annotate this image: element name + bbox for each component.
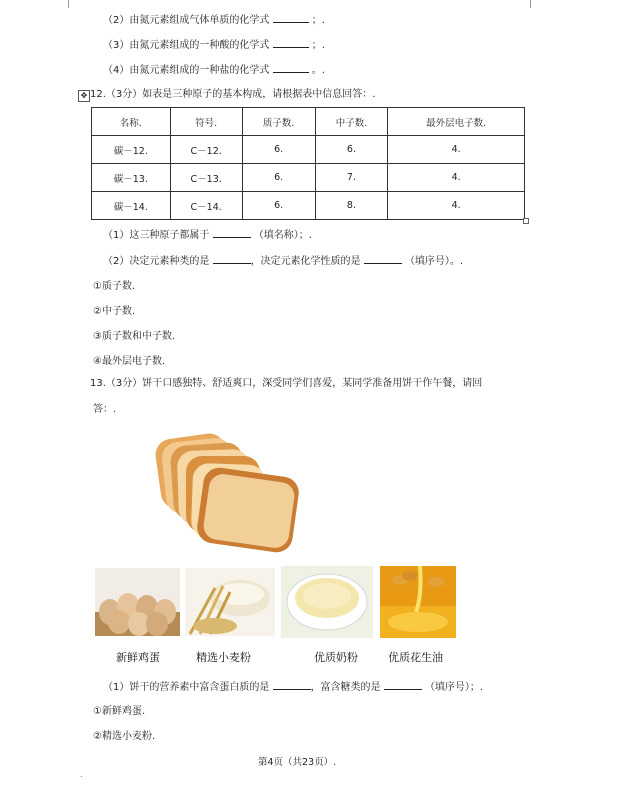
crop-mark-top-left [60, 0, 69, 8]
table-row [92, 136, 525, 164]
q12-option: ③质子数和中子数. [93, 331, 176, 342]
q12-sub2: （2）决定元素种类的是 ，决定元素化学性质的是 （填序号）。. [103, 256, 464, 267]
peanut-oil-image [380, 566, 456, 638]
q13-option: ②精选小麦粉. [93, 731, 156, 742]
question-13-header: 13.（3分）饼干口感独特、舒适爽口，深受同学们喜爱，某同学准备用饼干作午餐，请回 [90, 378, 483, 389]
table-cell: 4. [388, 192, 525, 220]
caption-eggs: 新鲜鸡蛋 [116, 651, 160, 664]
caption-milk-powder: 优质奶粉 [314, 651, 358, 664]
table-resize-handle-icon[interactable] [523, 218, 529, 224]
table-header-cell: 中子数. [315, 108, 388, 136]
question-12-header: 12.（3分）如表是三种原子的基本构成，请根据表中信息回答：. [90, 89, 376, 100]
bread-slices-image [150, 428, 310, 558]
table-cell: 碳－12. [92, 136, 171, 164]
table-cell: C－14. [170, 192, 242, 220]
q-nitrogen-gas: （2）由氮元素组成气体单质的化学式 ；. [103, 15, 325, 26]
table-cell: 碳－13. [92, 164, 171, 192]
question-13-header-cont: 答：. [93, 404, 117, 415]
table-header-row [92, 108, 525, 136]
q12-option: ②中子数. [93, 306, 136, 317]
table-row [92, 164, 525, 192]
table-cell: 4. [388, 136, 525, 164]
table-cell: 6. [242, 136, 315, 164]
q12-option: ①质子数. [93, 281, 136, 292]
table-cell: 6. [315, 136, 388, 164]
table-cell: 7. [315, 164, 388, 192]
table-cell: 6. [242, 164, 315, 192]
q-nitrogen-salt: （4）由氮元素组成的一种盐的化学式 。. [103, 65, 325, 76]
paragraph-mark: . [80, 770, 83, 779]
crop-mark-top-right [530, 0, 539, 8]
table-cell: 4. [388, 164, 525, 192]
q13-sub1: （1）饼干的营养素中富含蛋白质的是 ，富含糖类的是 （填序号）；. [103, 682, 484, 693]
table-cell: C－12. [170, 136, 242, 164]
table-row [92, 192, 525, 220]
caption-peanut-oil: 优质花生油 [388, 651, 443, 664]
table-header-cell: 名称. [92, 108, 171, 136]
caption-wheat-flour: 精选小麦粉 [196, 651, 251, 664]
eggs-image [95, 568, 180, 636]
q13-option: ①新鲜鸡蛋. [93, 706, 146, 717]
q12-sub1: （1）这三种原子都属于 （填名称）；. [103, 230, 312, 241]
table-move-handle-icon[interactable]: ✥ [78, 90, 90, 102]
q-nitrogen-acid: （3）由氮元素组成的一种酸的化学式 ；. [103, 40, 325, 51]
page-footer: 第4页（共23页）. [258, 757, 337, 768]
table-header-cell: 质子数. [242, 108, 315, 136]
table-header-cell: 符号. [170, 108, 242, 136]
q12-option: ④最外层电子数. [93, 356, 166, 367]
table-cell: 碳－14. [92, 192, 171, 220]
table-cell: 6. [242, 192, 315, 220]
milk-powder-image [281, 566, 373, 638]
table-cell: C－13. [170, 164, 242, 192]
atom-info-table [91, 107, 525, 220]
wheat-flour-image [185, 568, 275, 636]
table-header-cell: 最外层电子数. [388, 108, 525, 136]
table-cell: 8. [315, 192, 388, 220]
